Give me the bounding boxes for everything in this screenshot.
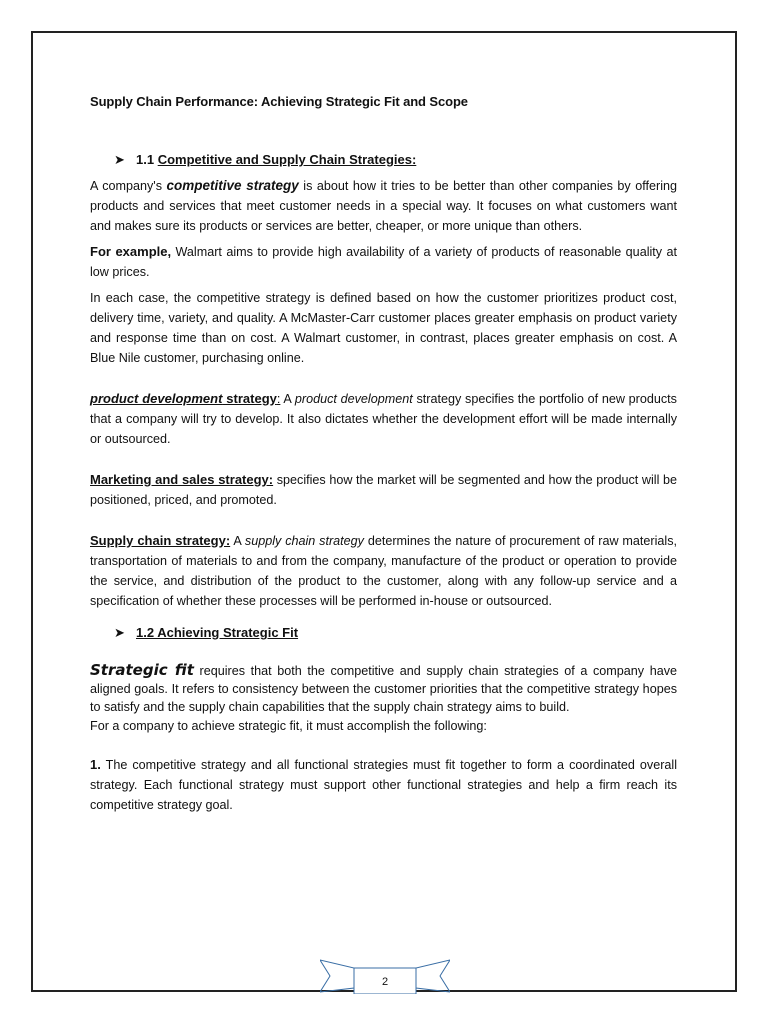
text-run: A [280,392,295,406]
text-run: The competitive strategy and all functional strategies must fit together to form a coordinated overall strategy. Each functional strategy must support other functional strategies and help a firm reach its competitive strategy goal. [90,758,677,812]
text-run: determines the nature of procurement of raw materials, transportation of materials to and from the company, manufacture of the product or operation to provide the service, and distribution of the product to the customer, along with any follow-up service and a specification of whether these processes will be performed in-house or outsourced. [90,534,678,608]
lead-bold: strategy [222,391,277,406]
paragraph-example [90,242,677,282]
section-label: 1.2 Achieving Strategic Fit [136,625,299,640]
text-run: A company's [90,179,167,193]
section-heading-1-2 [90,623,677,643]
lead-bold: For example, [90,244,172,259]
paragraph-competitive-strategy [90,176,677,236]
emphasis-term: competitive strategy [166,178,299,193]
lead-underlined: Supply chain strategy: [90,533,231,548]
lead-italic: product development [90,391,223,406]
arrow-bullet-icon: ➤ [114,625,125,640]
emphasis-term: product development [294,392,413,406]
document-title: Supply Chain Performance: Achieving Strategic Fit and Scope [90,94,468,109]
section-number: 1.1 [136,152,158,167]
paragraph-point-1 [90,755,677,815]
paragraph-marketing-sales [90,470,677,510]
list-number: 1. [90,757,101,772]
section-label: Competitive and Supply Chain Strategies: [157,152,417,167]
paragraph-supply-chain-strategy [90,531,677,611]
page-number-ribbon [320,958,450,994]
text-run: specifies how the market will be segmented and how the product will be positioned, priced, and promoted. [90,473,677,507]
paragraph-product-development [90,389,677,449]
text-run: requires that both the competitive and supply chain strategies of a company have aligned goals. It refers to consistency between the customer priorities that the competitive strategy hopes to satisfy and the supply chain capabilities that the supply chain strategy aims to build. [90,664,677,714]
text-run: Walmart aims to provide high availability of a variety of products of reasonable quality at low prices. [90,245,677,279]
colon: : [276,392,281,406]
text-run: is about how it tries to be better than other companies by offering products and services that meet customer needs in a special way. It focuses on what customers want and makes sure its products or services are better, cheaper, or more unique than others. [90,179,677,233]
page-number: 2 [381,976,389,988]
section-heading-1-1 [90,150,677,170]
paragraph-customer-priorities: In each case, the competitive strategy is defined based on how the customer prioritizes product cost, delivery time, variety, and quality. A McMaster-Carr customer places greater emphasis on product variety and response time than on cost. A Walmart customer, in contrast, places greater emphasis on cost. A Blue Nile customer, purchasing online. [90,291,677,365]
lead-underlined: Marketing and sales strategy: [90,472,274,487]
arrow-bullet-icon: ➤ [114,152,125,167]
text-run: strategy specifies the portfolio of new products that a company will try to develop. It also dictates whether the development effort will be made internally or outsourced. [90,392,677,446]
emphasis-term: supply chain strategy [244,534,364,548]
lead-emphasis: Strategic fit [90,661,194,679]
text-run: A [230,534,245,548]
lead-underlined [90,392,280,406]
section-heading-text [136,150,416,170]
paragraph-accomplish: For a company to achieve strategic fit, it must accomplish the following: [90,719,487,733]
paragraph-strategic-fit [90,661,677,716]
document-body [90,92,677,815]
